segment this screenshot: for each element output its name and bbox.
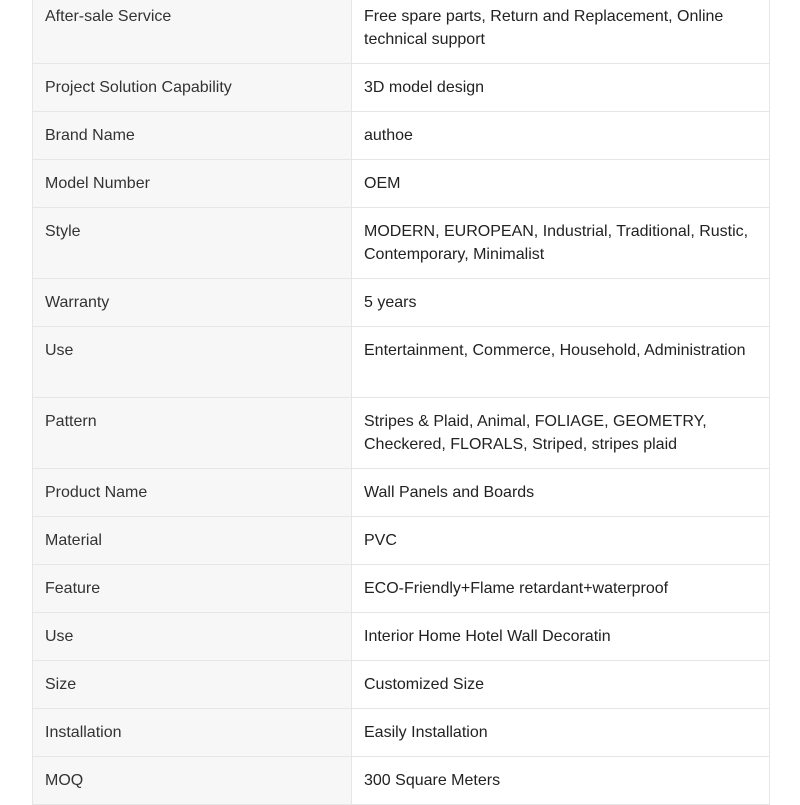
spec-value-after-sale-service: Free spare parts, Return and Replacement, Online technical support <box>352 0 770 64</box>
spec-label-use-2: Use <box>33 613 352 661</box>
table-row <box>33 565 770 613</box>
spec-label-size: Size <box>33 661 352 709</box>
spec-label-brand-name: Brand Name <box>33 112 352 160</box>
spec-label-style: Style <box>33 208 352 279</box>
spec-label-pattern: Pattern <box>33 398 352 469</box>
table-row <box>33 160 770 208</box>
spec-label-after-sale-service: After-sale Service <box>33 0 352 64</box>
table-row <box>33 709 770 757</box>
spec-value-project-solution: 3D model design <box>352 64 770 112</box>
table-row <box>33 613 770 661</box>
spec-value-model-number: OEM <box>352 160 770 208</box>
spec-label-installation: Installation <box>33 709 352 757</box>
spec-label-material: Material <box>33 517 352 565</box>
table-row <box>33 757 770 805</box>
spec-label-model-number: Model Number <box>33 160 352 208</box>
table-row <box>33 112 770 160</box>
spec-value-pattern: Stripes & Plaid, Animal, FOLIAGE, GEOMETRY, Checkered, FLORALS, Striped, stripes plaid <box>352 398 770 469</box>
spec-label-use: Use <box>33 327 352 398</box>
spec-value-style: MODERN, EUROPEAN, Industrial, Traditional, Rustic, Contemporary, Minimalist <box>352 208 770 279</box>
table-row <box>33 469 770 517</box>
table-row <box>33 64 770 112</box>
spec-label-moq: MOQ <box>33 757 352 805</box>
product-spec-table <box>32 0 770 805</box>
table-row <box>33 398 770 469</box>
spec-label-project-solution: Project Solution Capability <box>33 64 352 112</box>
spec-value-installation: Easily Installation <box>352 709 770 757</box>
table-row <box>33 279 770 327</box>
spec-label-feature: Feature <box>33 565 352 613</box>
spec-value-size: Customized Size <box>352 661 770 709</box>
table-row <box>33 0 770 64</box>
table-row <box>33 517 770 565</box>
spec-value-use: Entertainment, Commerce, Household, Administration <box>352 327 770 398</box>
spec-value-material: PVC <box>352 517 770 565</box>
spec-value-warranty: 5 years <box>352 279 770 327</box>
spec-value-product-name: Wall Panels and Boards <box>352 469 770 517</box>
spec-value-brand-name: authoe <box>352 112 770 160</box>
table-row <box>33 327 770 398</box>
spec-value-moq: 300 Square Meters <box>352 757 770 805</box>
spec-label-warranty: Warranty <box>33 279 352 327</box>
table-row <box>33 661 770 709</box>
table-row <box>33 208 770 279</box>
spec-value-use-2: Interior Home Hotel Wall Decoratin <box>352 613 770 661</box>
spec-value-feature: ECO-Friendly+Flame retardant+waterproof <box>352 565 770 613</box>
spec-label-product-name: Product Name <box>33 469 352 517</box>
